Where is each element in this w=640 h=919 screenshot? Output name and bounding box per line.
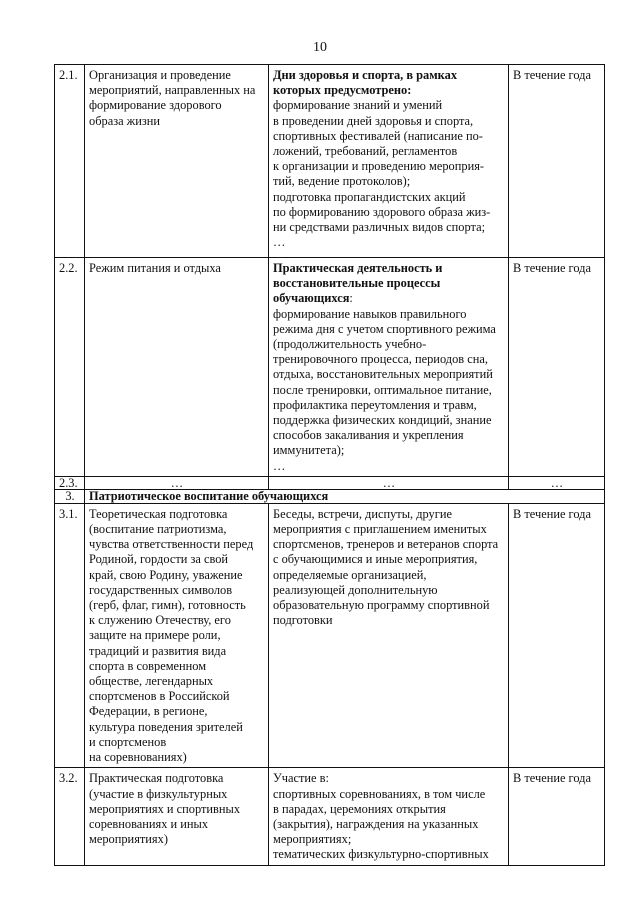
- table-row: [55, 258, 605, 477]
- event-content-colon: :: [349, 291, 353, 306]
- event-content-cell: [269, 258, 509, 477]
- event-name: Режим питания и отдыха: [85, 258, 269, 477]
- event-content-cell: [269, 768, 509, 865]
- event-content-body: формирование знаний и умений в проведении дней здоровья и спорта, спортивных фестивалей (написание по- ложений, требований, регламентов к организации и проведению мероприя- тий, ведение протоколов); подготовка пропагандистских акций по формированию здорового образа жиз- ни средствами различных видов спорта; …: [273, 98, 491, 250]
- event-name: Практическая подготовка (участие в физкультурных мероприятиях и спортивных соревнованиях и иных мероприятиях): [89, 771, 241, 847]
- event-time: В течение года: [509, 258, 605, 477]
- event-name-cell: [85, 768, 269, 865]
- event-time: В течение года: [509, 503, 605, 767]
- event-content: …: [269, 476, 509, 489]
- event-content: Беседы, встречи, диспуты, другие мероприятия с приглашением именитых спортсменов, тренеров и ветеранов спорта с обучающимися и иные мероприятия, определяемые организацией, реализующей дополнительную образовательную программу спортивной подготовки: [273, 506, 499, 628]
- event-content-title: Дни здоровья и спорта, в рамках которых предусмотрено:: [273, 68, 458, 98]
- page-number: 10: [313, 40, 327, 55]
- section-title: Патриотическое воспитание обучающихся: [85, 489, 605, 503]
- event-time: …: [509, 476, 605, 489]
- table-row: [55, 476, 605, 489]
- event-time: В течение года: [509, 768, 605, 865]
- event-name: Организация и проведение мероприятий, направленных на формирование здорового образа жизни: [89, 68, 256, 128]
- section-number: 3.: [55, 489, 85, 503]
- event-name-cell: [85, 65, 269, 258]
- events-table: [54, 64, 605, 866]
- event-content-title: Практическая деятельность и восстановительные процессы обучающихся: [273, 261, 443, 306]
- event-name-cell: [85, 503, 269, 767]
- event-content-body: формирование навыков правильного режима дня с учетом спортивного режима (продолжительность учебно- тренировочного процесса, периодов сна, отдыха, восстановительных мероприятий после тренировки, оптимальное питание, профилактика переутомления и травм, поддержка физических кондиций, знание способов закаливания и укрепления иммунитета); …: [273, 306, 496, 473]
- event-content: Участие в: спортивных соревнованиях, в том числе в парадах, церемониях открытия (закрытия), награждения на указанных мероприятиях; тематических физкультурно-спортивных: [273, 771, 489, 862]
- row-number: 2.2.: [55, 258, 85, 477]
- event-name: Теоретическая подготовка (воспитание патриотизма, чувства ответственности перед Родиной, гордости за свой край, свою Родину, уважение государственных символов (герб, флаг, гимн), готовность к служению Отечеству, его защите на примере роли, традиций и развития вида спорта в современном обществе, легендарных спортсменов в Российской Федерации, в регионе, культура поведения зрителей и спортсменов на соревнованиях): [89, 506, 254, 765]
- event-time: В течение года: [509, 65, 605, 258]
- row-number: 2.1.: [55, 65, 85, 258]
- event-name: …: [85, 476, 269, 489]
- table-row: [55, 503, 605, 767]
- row-number: 3.1.: [55, 503, 85, 767]
- section-row: [55, 489, 605, 503]
- event-content-cell: [269, 503, 509, 767]
- row-number: 3.2.: [55, 768, 85, 865]
- table-row: [55, 768, 605, 865]
- event-content-cell: [269, 65, 509, 258]
- row-number: 2.3.: [55, 476, 85, 489]
- table-row: [55, 65, 605, 258]
